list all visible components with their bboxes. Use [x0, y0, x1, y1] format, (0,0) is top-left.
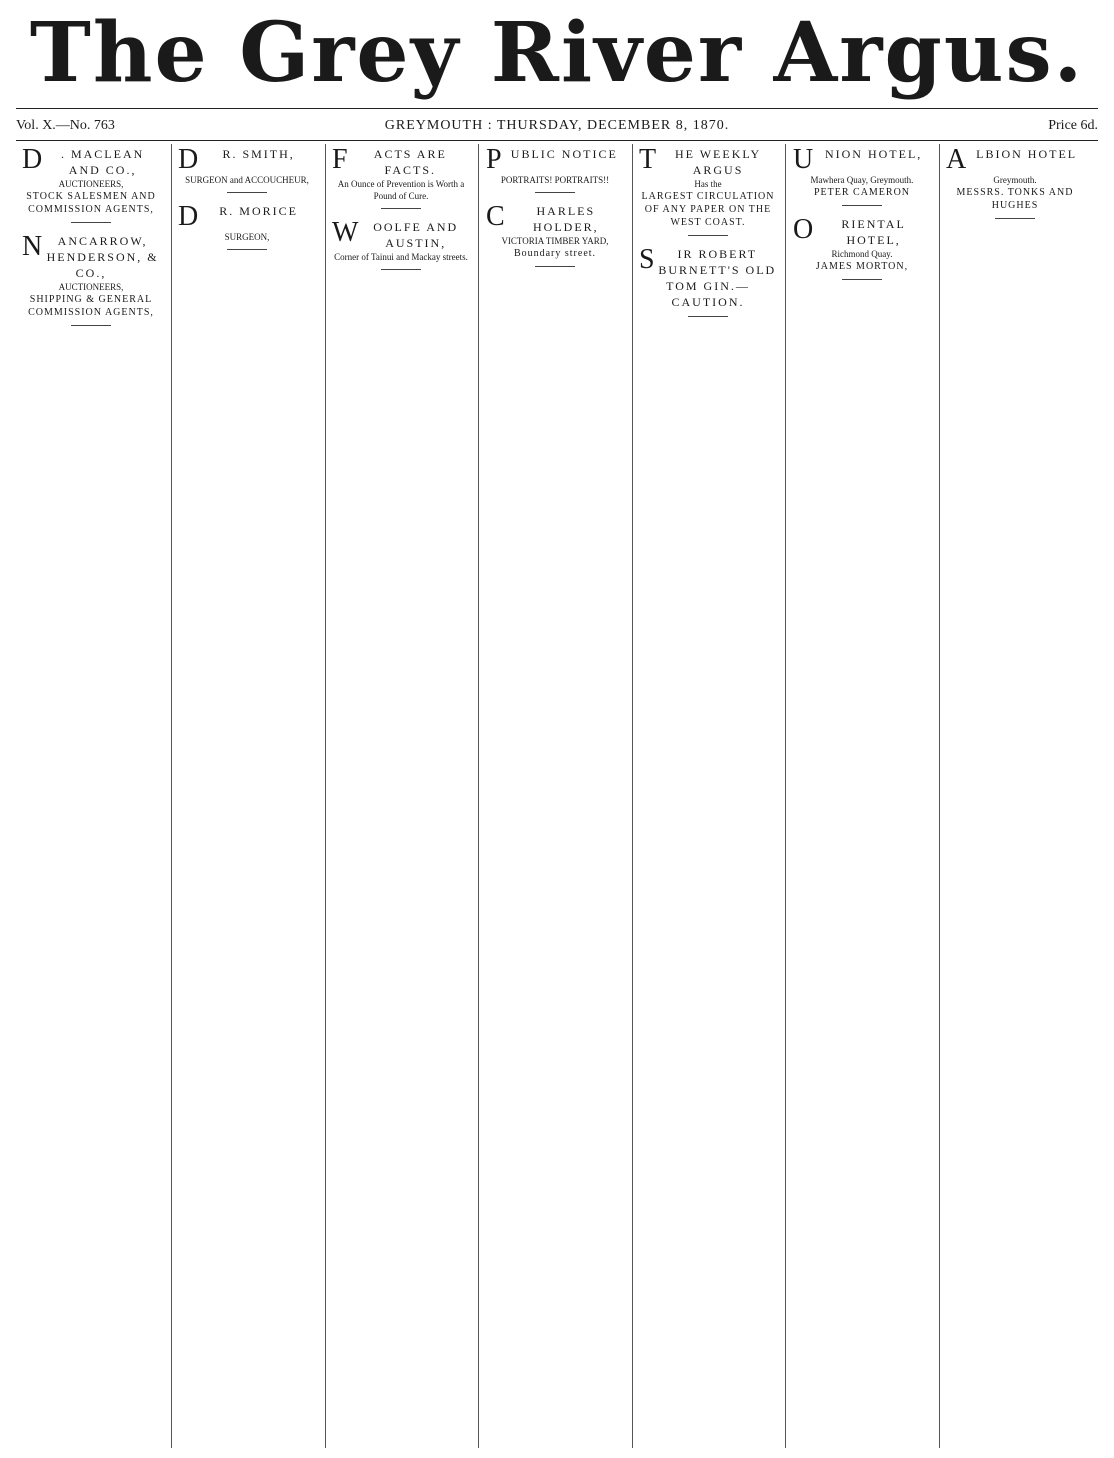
advertisement [22, 146, 160, 223]
ad-subheading: Has the [694, 179, 722, 189]
ad-subheading-2: SHIPPING & GENERAL COMMISSION AGENTS, [28, 294, 154, 318]
ad-heading-text: ACTS ARE FACTS. [373, 147, 447, 177]
column-rule [478, 144, 479, 1448]
ad-divider [71, 222, 111, 223]
dateline-price: Price 6d. [1048, 118, 1098, 133]
ad-heading [178, 144, 316, 175]
ad-drop-cap: W [332, 217, 359, 248]
advertisement [793, 146, 931, 206]
masthead-title: The Grey River Argus. [29, 5, 1085, 101]
ad-heading-text: R. SMITH, [222, 147, 295, 161]
column-4 [486, 146, 624, 277]
ad-divider [227, 249, 267, 250]
ad-heading-text: LBION HOTEL [976, 147, 1078, 161]
column-rule [171, 144, 172, 1448]
ad-divider [842, 279, 882, 280]
ad-subheading: Richmond Quay. [831, 249, 893, 259]
ad-subheading: PORTRAITS! PORTRAITS!! [500, 175, 610, 185]
ad-heading [486, 144, 624, 175]
ad-divider [71, 325, 111, 326]
dateline-place-date: GREYMOUTH : THURSDAY, DECEMBER 8, 1870. [384, 118, 730, 133]
column-6 [793, 146, 931, 290]
ad-heading [639, 246, 777, 310]
ad-divider [995, 218, 1035, 219]
ad-divider [535, 192, 575, 193]
ad-heading [486, 203, 624, 235]
ad-divider [381, 269, 421, 270]
ad-subheading-2: PETER CAMERON [813, 187, 911, 198]
ad-subheading: SURGEON, [224, 232, 270, 242]
ad-subheading: VICTORIA TIMBER YARD, [501, 236, 609, 246]
ad-drop-cap: O [793, 214, 814, 245]
ad-subheading: AUCTIONEERS, [58, 179, 124, 189]
dateline-volume: Vol. X.—No. 763 [16, 118, 115, 133]
advertisement [486, 146, 624, 193]
advertisement [22, 233, 160, 326]
ad-drop-cap: D [178, 201, 199, 232]
column-rule [939, 144, 940, 1448]
ad-heading-text: NION HOTEL, [824, 147, 923, 161]
ad-heading [332, 146, 470, 178]
ad-drop-cap: P [486, 144, 502, 175]
column-7 [946, 146, 1084, 229]
ad-heading [793, 216, 931, 248]
ad-drop-cap: D [22, 144, 43, 175]
ad-heading-text: UBLIC NOTICE [510, 147, 618, 161]
advertisement [178, 203, 316, 250]
ad-drop-cap: S [639, 244, 655, 275]
ad-subheading: SURGEON and ACCOUCHEUR, [185, 175, 309, 185]
ad-subheading-2: JAMES MORTON, [815, 261, 909, 272]
ad-subheading-2: Boundary street. [513, 248, 597, 259]
ad-heading-text: IR ROBERT BURNETT'S OLD TOM GIN.—CAUTION. [658, 247, 777, 309]
masthead-rule-bottom [16, 140, 1098, 141]
ad-heading [178, 201, 316, 232]
ad-subheading: Greymouth. [993, 175, 1037, 185]
ad-drop-cap: F [332, 144, 348, 175]
ad-heading [22, 233, 160, 281]
ad-drop-cap: A [946, 144, 967, 175]
column-1 [22, 146, 160, 336]
column-rule [632, 144, 633, 1448]
advertisement [639, 146, 777, 236]
advertisement [178, 146, 316, 193]
masthead-rule-top [16, 108, 1098, 109]
ad-heading-text: RIENTAL HOTEL, [841, 217, 906, 247]
ad-subheading-2: STOCK SALESMEN AND COMMISSION AGENTS, [26, 191, 156, 215]
ad-divider [535, 266, 575, 267]
ad-heading [332, 219, 470, 251]
ad-drop-cap: U [793, 144, 814, 175]
ad-subheading: Mawhera Quay, Greymouth. [810, 175, 914, 185]
column-rule [785, 144, 786, 1448]
advertisement [639, 246, 777, 317]
advertisement [332, 146, 470, 209]
ad-drop-cap: D [178, 144, 199, 175]
advertisement [793, 216, 931, 280]
ad-divider [842, 205, 882, 206]
ad-subheading: AUCTIONEERS, [58, 282, 124, 292]
ad-heading [639, 146, 777, 178]
ad-heading-text: OOLFE AND AUSTIN, [373, 220, 459, 250]
ad-subheading-2: MESSRS. TONKS AND HUGHES [956, 187, 1074, 211]
ad-drop-cap: T [639, 144, 657, 175]
column-2 [178, 146, 316, 260]
advertisement [332, 219, 470, 270]
column-5 [639, 146, 777, 327]
ad-heading-text: ANCARROW, HENDERSON, & CO., [46, 234, 159, 280]
ad-heading [793, 144, 931, 175]
ad-heading [22, 146, 160, 178]
ad-heading-text: . MACLEAN AND CO., [60, 147, 145, 177]
dateline [16, 116, 1098, 136]
ad-divider [227, 192, 267, 193]
ad-divider [688, 316, 728, 317]
column-rule [325, 144, 326, 1448]
ad-heading-text: HARLES HOLDER, [533, 204, 599, 234]
ad-heading-text: R. MORICE [219, 204, 298, 218]
ad-heading [946, 144, 1084, 175]
ad-heading-text: HE WEEKLY ARGUS [674, 147, 762, 177]
ad-subheading-2: LARGEST CIRCULATION OF ANY PAPER ON THE WEST COAST. [641, 191, 775, 228]
ad-divider [688, 235, 728, 236]
ad-subheading: Corner of Tainui and Mackay streets. [334, 252, 468, 262]
ad-subheading: An Ounce of Prevention is Worth a Pound of Cure. [337, 179, 465, 201]
advertisement [946, 146, 1084, 219]
advertisement [486, 203, 624, 267]
ad-drop-cap: C [486, 201, 505, 232]
column-3 [332, 146, 470, 280]
ad-drop-cap: N [22, 231, 43, 262]
ad-divider [381, 208, 421, 209]
